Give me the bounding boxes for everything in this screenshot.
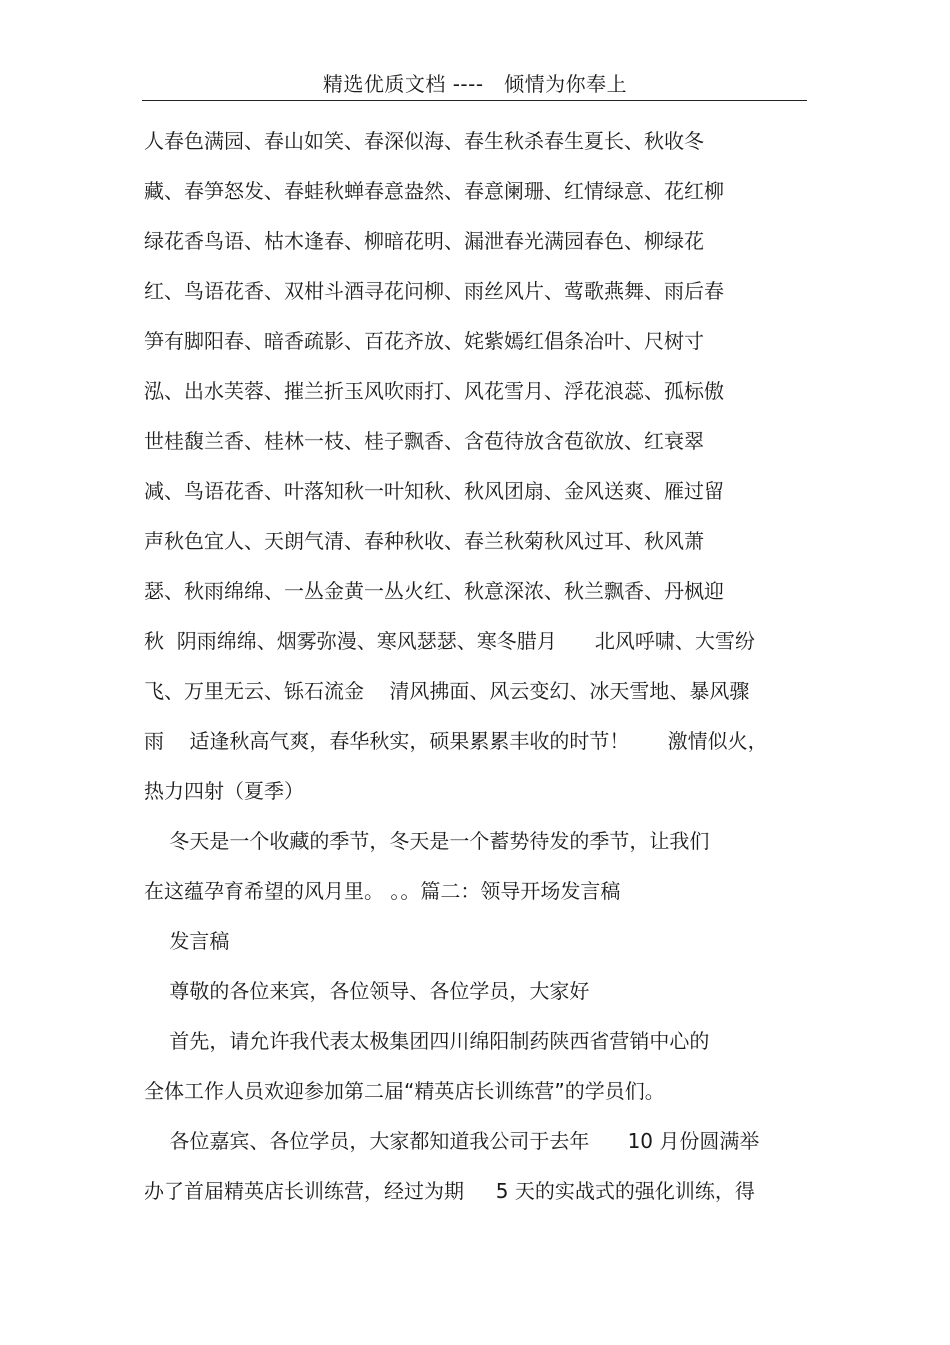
text-line: 冬天是一个收藏的季节，冬天是一个蓄势待发的季节，让我们 — [144, 829, 710, 853]
text-line: 各位嘉宾、各位学员，大家都知道我公司于去年 10 月份圆满举 — [144, 1129, 760, 1153]
page-header: 精选优质文档 ---- 倾情为你奉上 — [322, 72, 628, 96]
text-line: 雨 适逢秋高气爽，春华秋实，硕果累累丰收的时节！ 激情似火， — [144, 729, 768, 753]
text-line: 全体工作人员欢迎参加第二届“精英店长训练营”的学员们。 — [144, 1079, 665, 1103]
text-line: 世桂馥兰香、桂林一枝、桂子飘香、含苞待放含苞欲放、红衰翠 — [144, 429, 704, 453]
text-line: 瑟、秋雨绵绵、一丛金黄一丛火红、秋意深浓、秋兰飘香、丹枫迎 — [144, 579, 724, 603]
header-divider — [142, 100, 807, 101]
text-line: 减、鸟语花香、叶落知秋一叶知秋、秋风团扇、金风送爽、雁过留 — [144, 479, 724, 503]
text-line: 声秋色宜人、天朗气清、春种秋收、春兰秋菊秋风过耳、秋风萧 — [144, 529, 704, 553]
text-line: 飞、万里无云、铄石流金 清风拂面、风云变幻、冰天雪地、暴风骤 — [144, 679, 750, 703]
text-line: 热力四射（夏季） — [144, 779, 304, 803]
text-line: 尊敬的各位来宾，各位领导、各位学员，大家好 — [144, 979, 590, 1003]
text-line: 秋 阴雨绵绵、烟雾弥漫、寒风瑟瑟、寒冬腊月 北风呼啸、大雪纷 — [144, 629, 755, 653]
text-line: 绿花香鸟语、枯木逢春、柳暗花明、漏泄春光满园春色、柳绿花 — [144, 229, 704, 253]
text-line: 泓、出水芙蓉、摧兰折玉风吹雨打、风花雪月、浮花浪蕊、孤标傲 — [144, 379, 724, 403]
text-line: 办了首届精英店长训练营，经过为期 5 天的实战式的强化训练，得 — [144, 1179, 755, 1203]
text-line: 红、鸟语花香、双柑斗酒寻花问柳、雨丝风片、莺歌燕舞、雨后春 — [144, 279, 724, 303]
text-line: 发言稿 — [144, 929, 230, 953]
text-line: 首先，请允许我代表太极集团四川绵阳制药陕西省营销中心的 — [144, 1029, 710, 1053]
text-line: 在这蕴孕育希望的风月里。 。。篇二：领导开场发言稿 — [144, 879, 621, 903]
text-line: 人春色满园、春山如笑、春深似海、春生秋杀春生夏长、秋收冬 — [144, 129, 704, 153]
text-line: 笋有脚阳春、暗香疏影、百花齐放、姹紫嫣红倡条冶叶、尺树寸 — [144, 329, 704, 353]
text-line: 藏、春笋怒发、春蛙秋蝉春意盎然、春意阑珊、红情绿意、花红柳 — [144, 179, 724, 203]
